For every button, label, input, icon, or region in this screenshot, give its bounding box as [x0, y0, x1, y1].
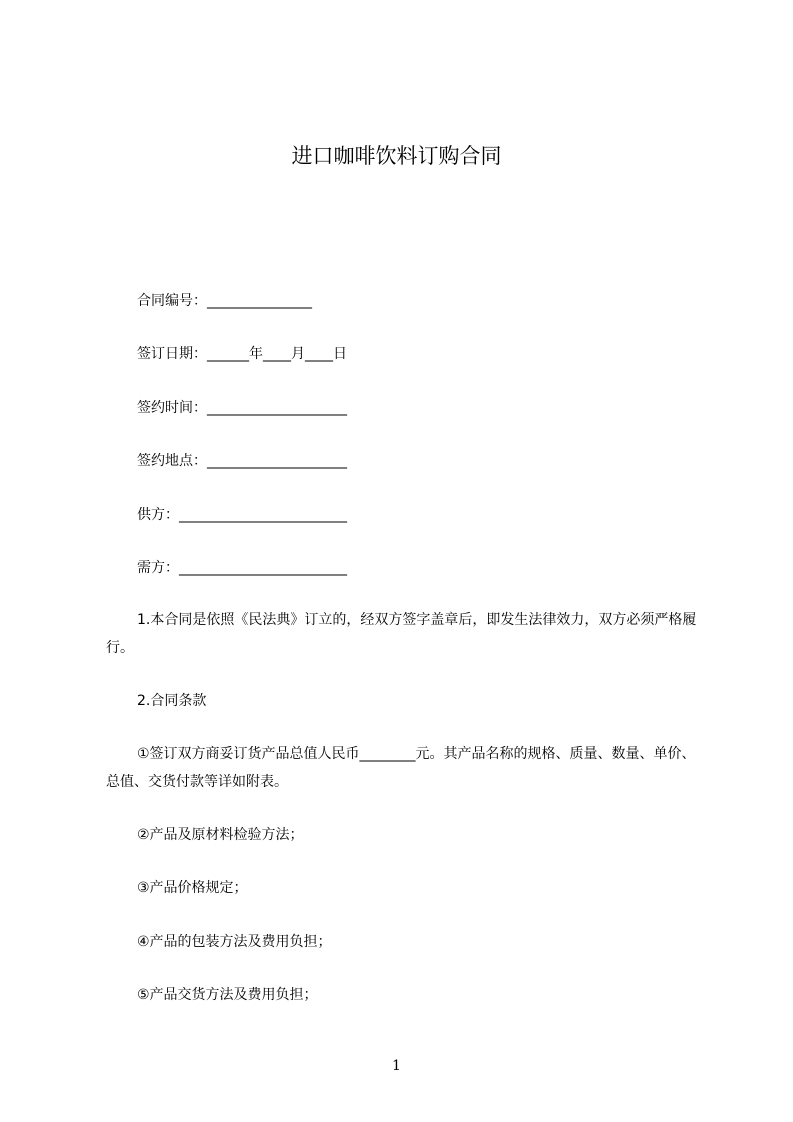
supplier-field: 供方：________________________ — [137, 507, 347, 523]
clause-2-item-2: ②产品及原材料检验方法； — [137, 827, 304, 843]
sign-place-field: 签约地点：____________________ — [137, 453, 347, 469]
clause-2-item-4: ④产品的包装方法及费用负担； — [137, 934, 332, 950]
clause-2-item-3: ③产品价格规定； — [137, 880, 248, 896]
contract-number-field: 合同编号：_______________ — [137, 293, 312, 309]
sign-time-field: 签约时间：____________________ — [137, 400, 347, 416]
sign-date-field: 签订日期：______年____月____日 — [137, 346, 347, 362]
clause-2-item-5: ⑤产品交货方法及费用负担； — [137, 987, 318, 1003]
clause-2-item-1: ①签订双方商妥订货产品总值人民币________元。其产品名称的规格、质量、数量、单价、总值、交货付款等详如附表。 — [106, 746, 696, 790]
clause-2-heading: 2.合同条款 — [137, 693, 207, 709]
page-number: 1 — [392, 1058, 401, 1074]
clause-1: 1.本合同是依照《民法典》订立的，经双方签字盖章后，即发生法律效力，双方必须严格履行。 — [106, 612, 697, 656]
page-title: 进口咖啡饮料订购合同 — [291, 144, 502, 168]
buyer-field: 需方：________________________ — [137, 560, 347, 576]
